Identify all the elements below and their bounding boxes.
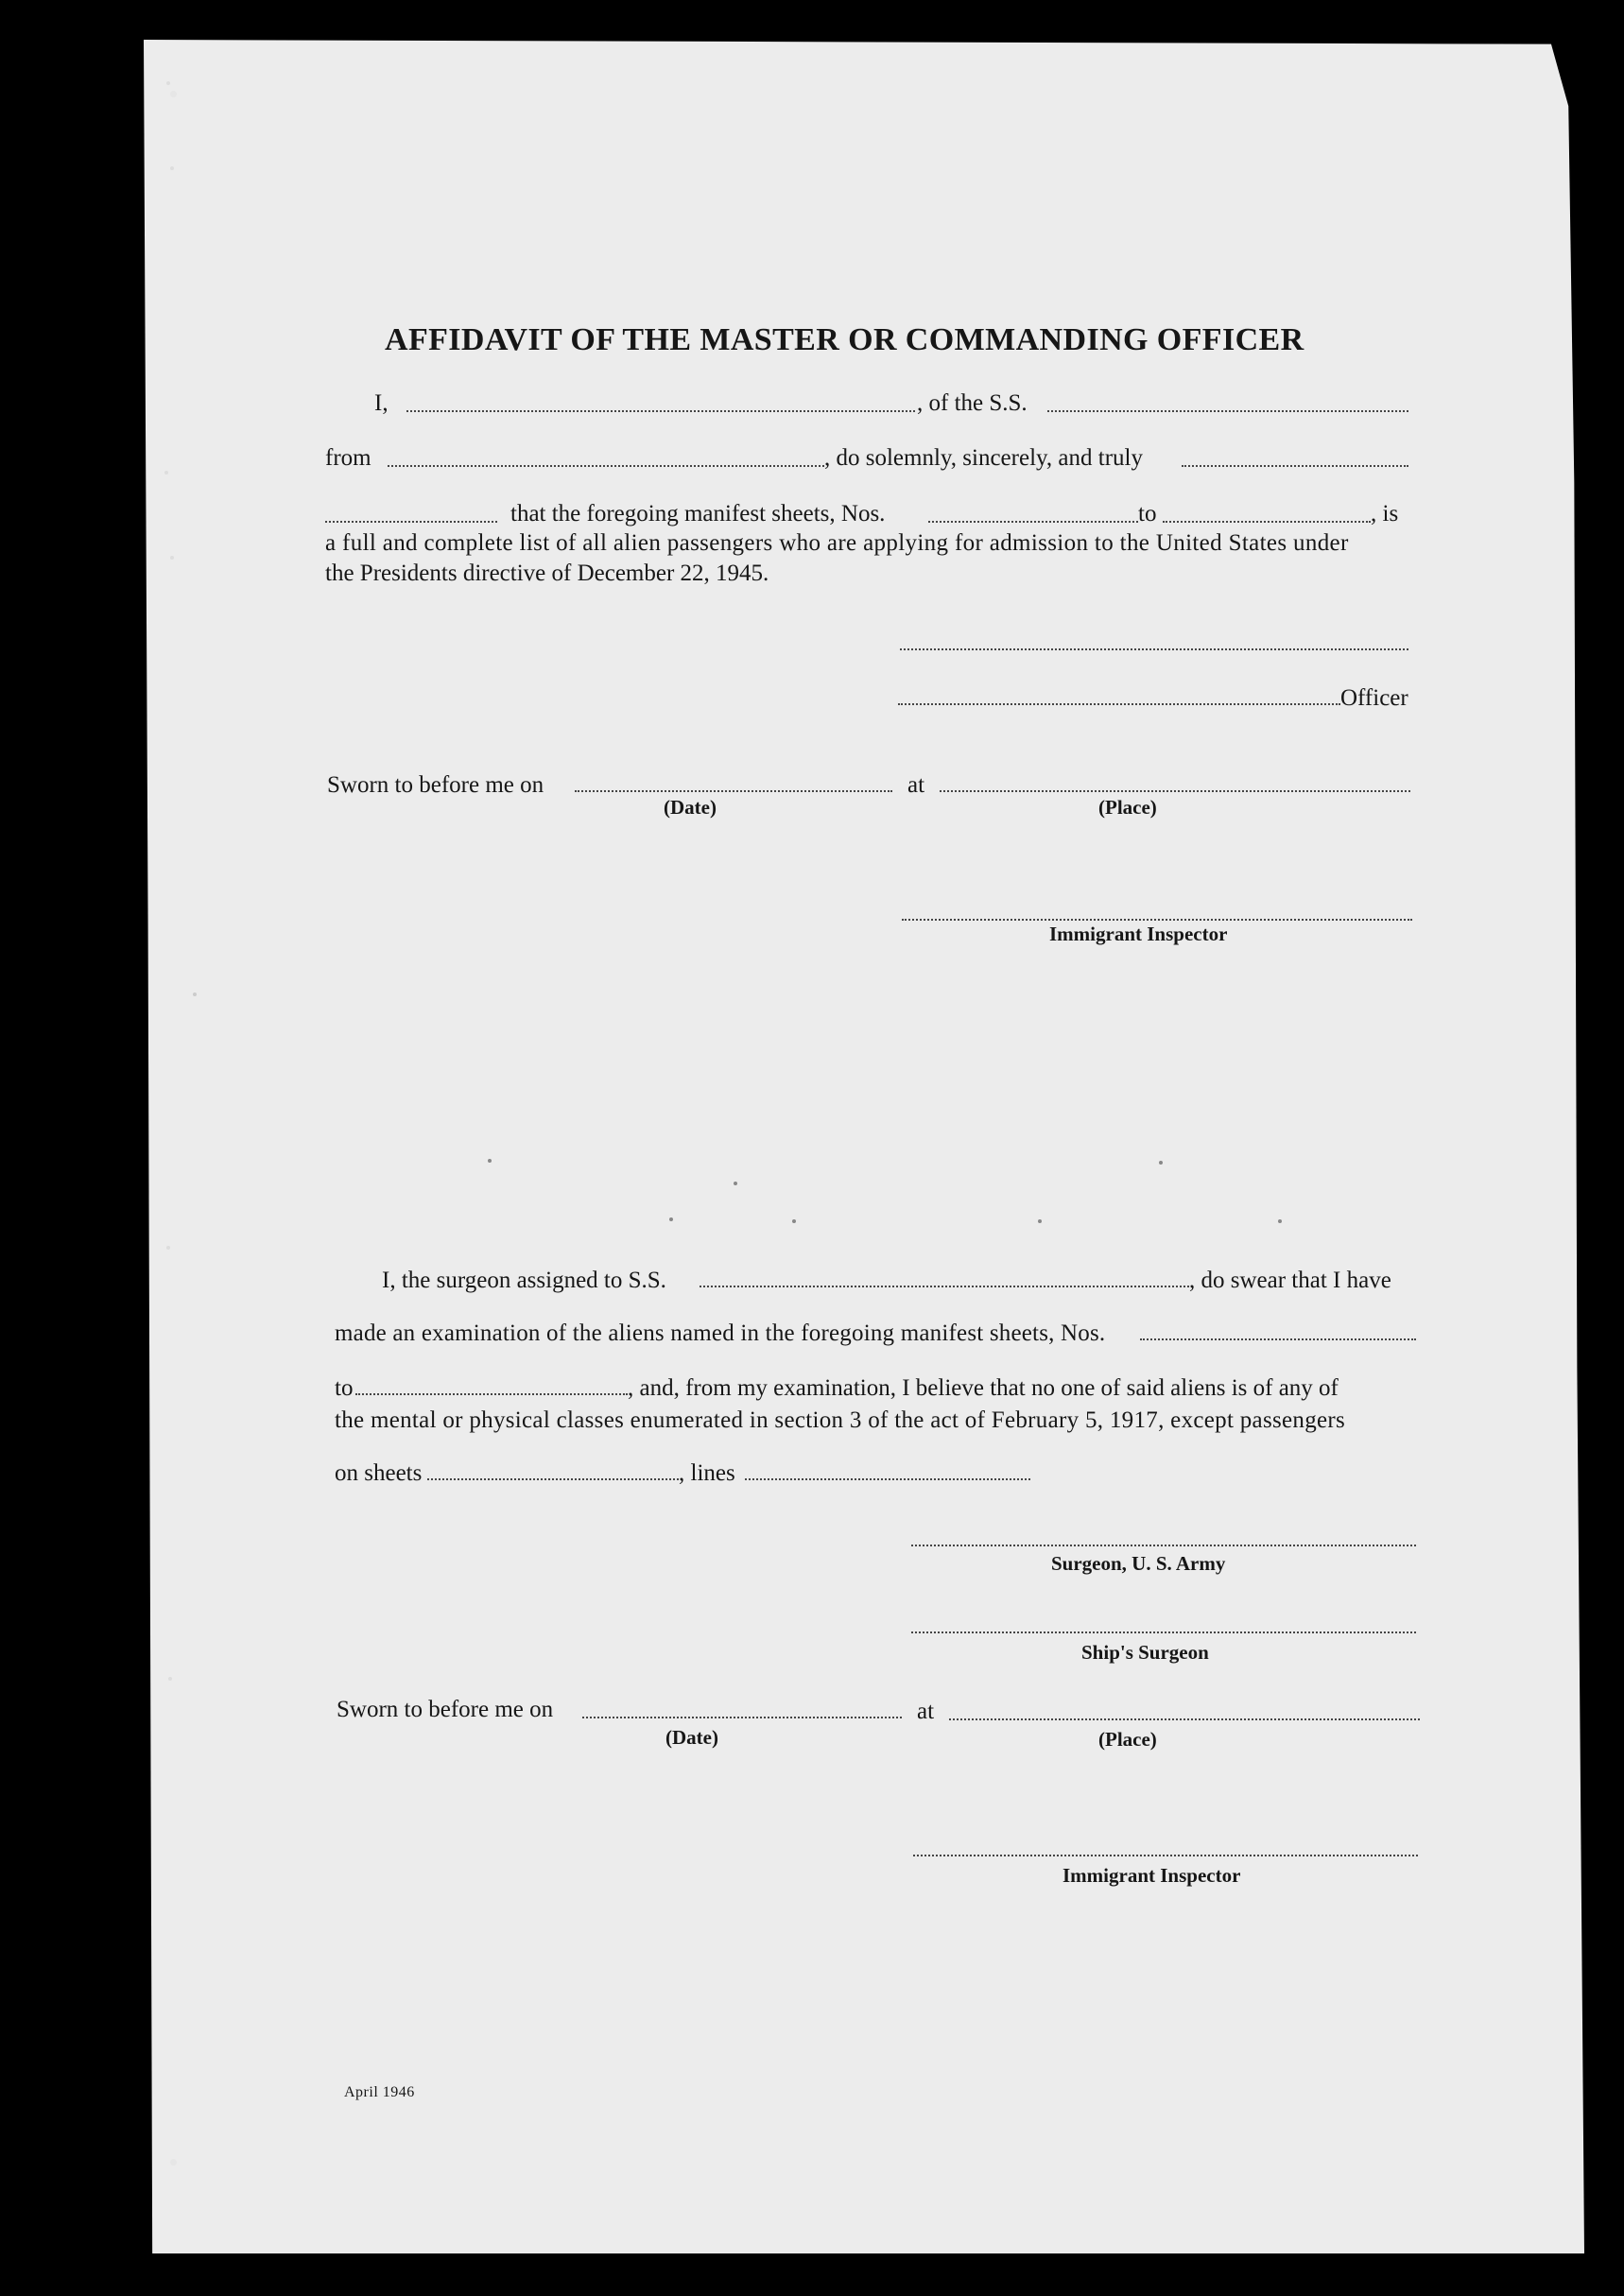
is-text: , is [1371, 501, 1399, 527]
master-sworn-date-field[interactable] [575, 790, 892, 792]
margin-mark [170, 166, 174, 170]
to-text: to [1138, 501, 1157, 527]
surgeon-date-label: (Date) [665, 1726, 718, 1749]
surgeon-sworn-text: Sworn to before me on [337, 1697, 554, 1722]
surgeon-sheets-from-field[interactable] [1140, 1338, 1416, 1340]
margin-mark [166, 1246, 170, 1250]
foregoing-sheets-text: that the foregoing manifest sheets, Nos. [510, 501, 886, 527]
sheets-from-field[interactable] [928, 521, 1138, 523]
except-sheets-field[interactable] [427, 1478, 679, 1480]
surgeon-to-text: to [335, 1375, 354, 1401]
surgeon-ship-field[interactable] [700, 1286, 1189, 1287]
directive-text: the Presidents directive of December 22, 1945. [325, 561, 769, 586]
lines-text: , lines [679, 1460, 735, 1486]
print-speck [792, 1219, 796, 1223]
margin-mark [193, 993, 197, 996]
do-swear-text: , do swear that I have [1189, 1268, 1391, 1293]
solemnly-text: , do solemnly, sincerely, and truly [824, 445, 1143, 471]
except-lines-field[interactable] [745, 1478, 1030, 1480]
form-revision-date: April 1946 [344, 2084, 415, 2100]
surgeon-assigned-text: I, the surgeon assigned to S.S. [382, 1268, 666, 1293]
surgeon-place-label: (Place) [1098, 1728, 1157, 1751]
officer-signature-field[interactable] [898, 703, 1340, 705]
from-text: from [325, 445, 371, 471]
print-speck [734, 1182, 737, 1185]
master-signature-field[interactable] [900, 648, 1408, 650]
examination-text: made an examination of the aliens named in the foregoing manifest sheets, Nos. [335, 1321, 1106, 1346]
army-surgeon-label: Surgeon, U. S. Army [1051, 1552, 1226, 1575]
surgeon-inspector-label: Immigrant Inspector [1063, 1864, 1241, 1887]
print-speck [1278, 1219, 1282, 1223]
belief-text: , and, from my examination, I believe that no one of said aliens is of any of [628, 1375, 1339, 1401]
master-place-label: (Place) [1098, 796, 1157, 819]
of-ss-text: , of the S.S. [917, 390, 1028, 416]
form-page [144, 40, 1584, 2253]
surgeon-sworn-place-field[interactable] [949, 1718, 1420, 1720]
ship-name-field[interactable] [1047, 410, 1408, 412]
master-name-field[interactable] [406, 410, 915, 412]
ships-surgeon-signature-field[interactable] [911, 1631, 1416, 1633]
master-sworn-text: Sworn to before me on [327, 772, 544, 798]
complete-list-text: a full and complete list of all alien passengers who are applying for admission to the United States under [325, 530, 1349, 556]
punch-hole [170, 91, 177, 97]
margin-mark [170, 556, 174, 560]
master-inspector-label: Immigrant Inspector [1049, 923, 1228, 945]
surgeon-inspector-signature-field[interactable] [913, 1855, 1418, 1856]
surgeon-sworn-date-field[interactable] [582, 1717, 902, 1718]
master-i-text: I, [374, 390, 389, 416]
master-inspector-signature-field[interactable] [902, 919, 1412, 921]
punch-hole [170, 2159, 177, 2166]
margin-mark [164, 471, 168, 475]
master-date-label: (Date) [664, 796, 717, 819]
print-speck [669, 1217, 673, 1221]
officer-label: Officer [1340, 685, 1408, 711]
margin-mark [168, 1677, 172, 1681]
surgeon-sheets-to-field[interactable] [355, 1393, 628, 1395]
army-surgeon-signature-field[interactable] [911, 1545, 1416, 1546]
surgeon-at-text: at [917, 1699, 935, 1724]
margin-mark [166, 81, 170, 85]
master-at-text: at [907, 772, 925, 798]
oath-continuation-field[interactable] [325, 521, 497, 523]
print-speck [1038, 1219, 1042, 1223]
print-speck [488, 1159, 492, 1163]
origin-port-field[interactable] [388, 465, 824, 467]
classes-text: the mental or physical classes enumerated in section 3 of the act of February 5, 1917, except passengers [335, 1407, 1346, 1433]
master-sworn-place-field[interactable] [940, 790, 1410, 792]
on-sheets-text: on sheets [335, 1460, 423, 1486]
form-title: AFFIDAVIT OF THE MASTER OR COMMANDING OFFICER [385, 321, 1304, 357]
oath-field[interactable] [1182, 465, 1408, 467]
sheets-to-field[interactable] [1163, 521, 1371, 523]
print-speck [1159, 1161, 1163, 1165]
ships-surgeon-label: Ship's Surgeon [1081, 1641, 1209, 1664]
